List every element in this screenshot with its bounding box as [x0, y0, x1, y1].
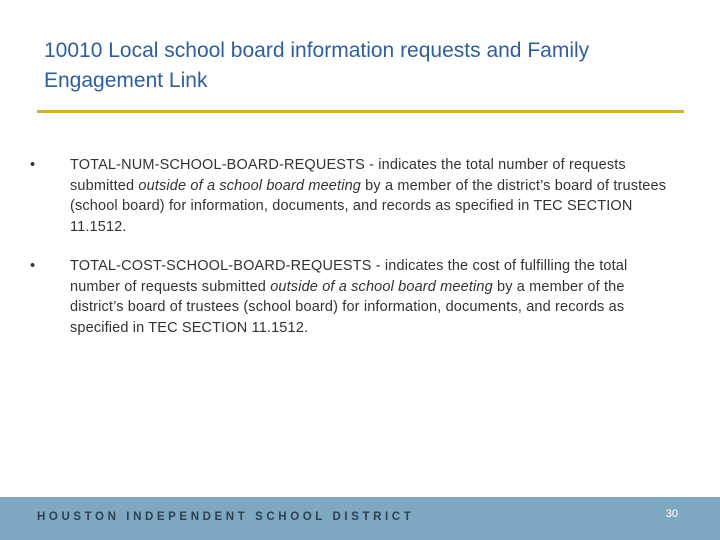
bullet-item-num-requests [30, 155, 670, 237]
bullet-list [30, 155, 670, 357]
bullet-item-cost-requests [30, 256, 670, 338]
description-text-end: by a member of the district’s board of trustees (school board) for information, documents, and records as specified in TEC SECTION 11.1512. [70, 278, 625, 336]
field-name: TOTAL-NUM-SCHOOL-BOARD-REQUESTS [70, 157, 365, 173]
description-emphasis: outside of a school board meeting [270, 278, 493, 295]
slide-title: 10010 Local school board information requests and Family Engagement Link [44, 39, 590, 92]
title-divider [37, 110, 684, 113]
bullet-marker: • [30, 258, 36, 274]
description-emphasis: outside of a school board meeting [138, 177, 361, 194]
page-number: 30 [665, 508, 678, 520]
field-name: TOTAL-COST-SCHOOL-BOARD-REQUESTS [70, 258, 372, 274]
description-text: indicates the cost of fulfilling the total number of requests submitted [70, 258, 628, 295]
bullet-marker: • [30, 157, 36, 173]
field-separator: - [364, 157, 379, 173]
description-text: indicates the total number of requests submitted [70, 157, 626, 194]
footer-bar [0, 497, 720, 540]
footer-organization: HOUSTON INDEPENDENT SCHOOL DISTRICT [37, 511, 415, 523]
field-separator: - [371, 258, 385, 274]
description-text-end: by a member of the district’s board of trustees (school board) for information, documents, and records as specified in TEC SECTION 11.1512. [70, 177, 667, 235]
